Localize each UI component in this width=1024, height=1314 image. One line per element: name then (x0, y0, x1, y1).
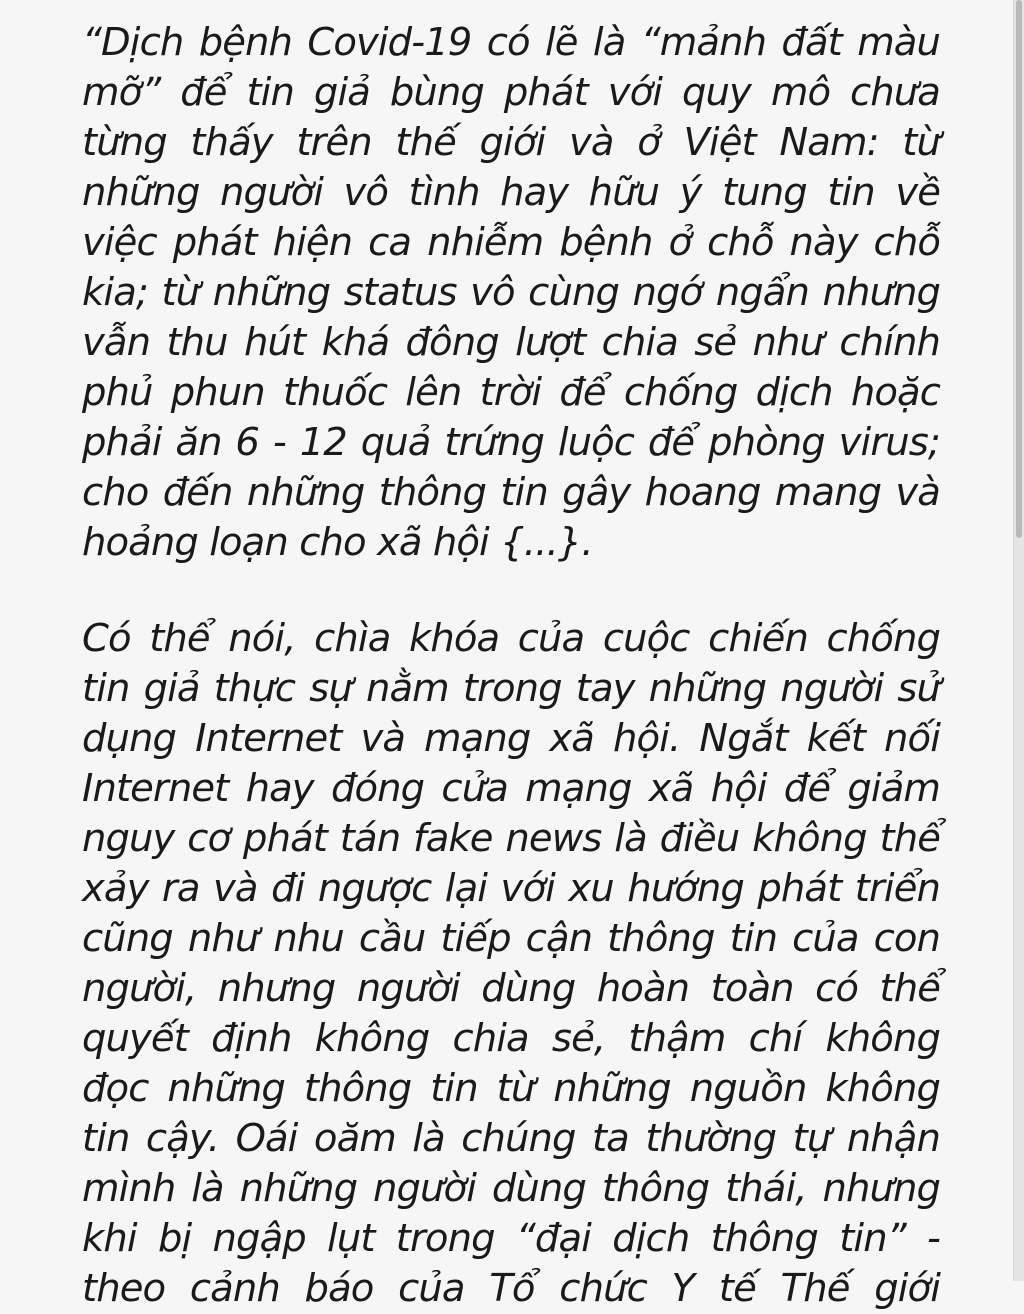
text-line: vẫn thu hút khá đông lượt chia sẻ như chính (82, 320, 940, 365)
text-line: cho đến những thông tin gây hoang mang và (82, 470, 940, 515)
text-line: từng thấy trên thế giới và ở Việt Nam: từ (82, 120, 940, 165)
scrollbar-thumb[interactable] (1016, 0, 1022, 538)
text-line-cutoff: theo cảnh báo của Tổ chức Y tế Thế giới (82, 1266, 940, 1311)
text-line: mình là những người dùng thông thái, nhưng (82, 1166, 940, 1211)
text-line: phải ăn 6 - 12 quả trứng luộc để phòng virus; (82, 420, 940, 465)
vertical-scrollbar[interactable] (1013, 0, 1024, 1281)
text-line: xảy ra và đi ngược lại với xu hướng phát triển (82, 866, 940, 911)
paragraph-2 (82, 614, 940, 1314)
text-line: mỡ” để tin giả bùng phát với quy mô chưa (82, 70, 940, 115)
text-line: người, nhưng người dùng hoàn toàn có thể (82, 966, 940, 1011)
text-line: tin giả thực sự nằm trong tay những người sử (82, 666, 940, 711)
paragraph-1 (82, 18, 940, 568)
text-line: đọc những thông tin từ những nguồn không (82, 1066, 940, 1111)
text-line: phủ phun thuốc lên trời để chống dịch hoặc (82, 370, 940, 415)
text-line: cũng như nhu cầu tiếp cận thông tin của con (82, 916, 940, 961)
text-line: “Dịch bệnh Covid-19 có lẽ là “mảnh đất màu (82, 20, 940, 65)
text-line: nguy cơ phát tán fake news là điều không thể (82, 816, 940, 861)
text-line: kia; từ những status vô cùng ngớ ngẩn nhưng (82, 270, 940, 315)
text-line: hoảng loạn cho xã hội {...}. (82, 520, 593, 565)
text-line: Có thể nói, chìa khóa của cuộc chiến chống (82, 616, 940, 661)
text-line: khi bị ngập lụt trong “đại dịch thông tin” - (82, 1216, 940, 1261)
article-text (82, 18, 940, 1314)
text-line: tin cậy. Oái oăm là chúng ta thường tự nhận (82, 1116, 940, 1161)
text-line: những người vô tình hay hữu ý tung tin về (82, 170, 940, 215)
paragraph-spacer (82, 568, 940, 614)
text-line: việc phát hiện ca nhiễm bệnh ở chỗ này chỗ (82, 220, 940, 265)
text-line: dụng Internet và mạng xã hội. Ngắt kết nối (82, 716, 940, 761)
text-line: quyết định không chia sẻ, thậm chí không (82, 1016, 940, 1061)
text-line: Internet hay đóng cửa mạng xã hội để giảm (82, 766, 940, 811)
